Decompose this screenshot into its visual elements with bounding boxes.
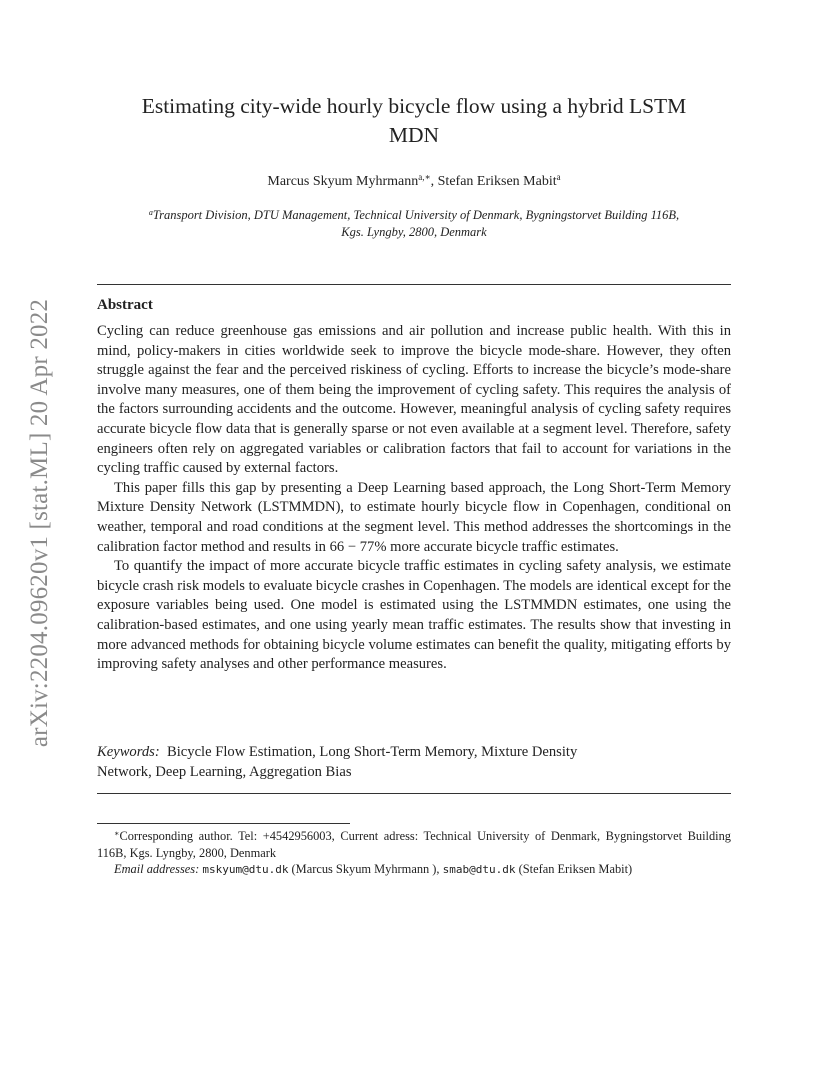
author-name: Marcus Skyum Myhrmann bbox=[267, 174, 419, 189]
footnotes bbox=[97, 826, 731, 879]
abstract-paragraph: Cycling can reduce greenhouse gas emissions and air pollution and increase public health. With this in mind, policy-makers in cities worldwide seek to improve the bicycle mode-share. However, they often struggle against the fear and the perceived riskiness of cycling. Efforts to increase the bicycle’s mode-share involve many measures, one of them being the improvement of cycling safety. This requires the analysis of the factors surrounding accidents and the outcome. However, meaningful analysis of cycling safety requires accurate bicycle flow data that is generally sparse or not even available at a segment level. Therefore, safety engineers often rely on aggregated variables or calibration factors that fail to account for variations in the cycling traffic caused by external factors. bbox=[97, 323, 731, 477]
affiliation-mark: a bbox=[148, 208, 153, 217]
arxiv-sidebar bbox=[20, 268, 60, 778]
paper-title bbox=[97, 92, 731, 150]
arxiv-identifier: arXiv:2204.09620v1 [stat.ML] 20 Apr 2022 bbox=[26, 298, 53, 748]
abstract-top-rule bbox=[97, 284, 731, 285]
keywords bbox=[97, 743, 731, 782]
email-owner: (Stefan Eriksen Mabit) bbox=[518, 862, 633, 876]
email-owner: (Marcus Skyum Myhrmann ), bbox=[291, 862, 440, 876]
abstract-paragraph: To quantify the impact of more accurate bicycle traffic estimates in cycling safety analysis, we estimate bicycle crash risk models to evaluate bicycle crashes in Copenhagen. The models are identical except for the exposure variables being used. One model is estimated using the LSTMMDN estimates, one using the calibration-based estimates, and one using yearly mean traffic estimates. The results show that investing in more advanced methods for obtaining bicycle volume estimates can benefit the quality, mitigating efforts by improving safety analyses and other performance measures. bbox=[97, 558, 731, 673]
corresponding-mark: ∗ bbox=[114, 829, 120, 838]
email-label: Email addresses: bbox=[114, 862, 200, 876]
affiliation bbox=[97, 204, 731, 241]
footnote-rule bbox=[97, 823, 350, 824]
author-marks: a bbox=[556, 172, 561, 182]
author-marks: a,∗ bbox=[418, 172, 431, 182]
keywords-line-2: Network, Deep Learning, Aggregation Bias bbox=[97, 763, 352, 780]
abstract-body bbox=[97, 322, 731, 675]
email-link[interactable]: mskyum@dtu.dk bbox=[202, 863, 289, 876]
title-line-1: Estimating city-wide hourly bicycle flow using a hybrid LSTM bbox=[141, 94, 687, 118]
author-list bbox=[97, 172, 731, 190]
email-link[interactable]: smab@dtu.dk bbox=[442, 863, 516, 876]
corresponding-text: Corresponding author. Tel: +4542956003, Current adress: Technical University of Denmark, Bygningstorvet Building 116B, Kgs. Lyngby, 2800, Denmark bbox=[97, 829, 731, 860]
abstract-heading: Abstract bbox=[97, 297, 153, 313]
keywords-line-1: Bicycle Flow Estimation, Long Short-Term Memory, Mixture Density bbox=[167, 744, 578, 760]
keywords-label: Keywords: bbox=[97, 744, 160, 760]
email-note bbox=[97, 861, 731, 879]
affiliation-line-2: Kgs. Lyngby, 2800, Denmark bbox=[341, 225, 487, 239]
abstract-paragraph: This paper fills this gap by presenting a Deep Learning based approach, the Long Short-Term Memory Mixture Density Network (LSTMMDN), to estimate hourly bicycle flow in Copenhagen, conditional on weather, temporal and road conditions at the segment level. This method addresses the shortcomings in the calibration factor method and results in 66 − 77% more accurate bicycle traffic estimates. bbox=[97, 479, 731, 555]
affiliation-line-1: Transport Division, DTU Management, Technical University of Denmark, Bygningstorvet Building 116B, bbox=[152, 208, 680, 222]
author-name: Stefan Eriksen Mabit bbox=[437, 174, 557, 189]
author-separator: , bbox=[430, 174, 438, 189]
title-line-2: MDN bbox=[388, 123, 440, 147]
abstract-bottom-rule bbox=[97, 793, 731, 794]
corresponding-author-note bbox=[97, 826, 731, 861]
